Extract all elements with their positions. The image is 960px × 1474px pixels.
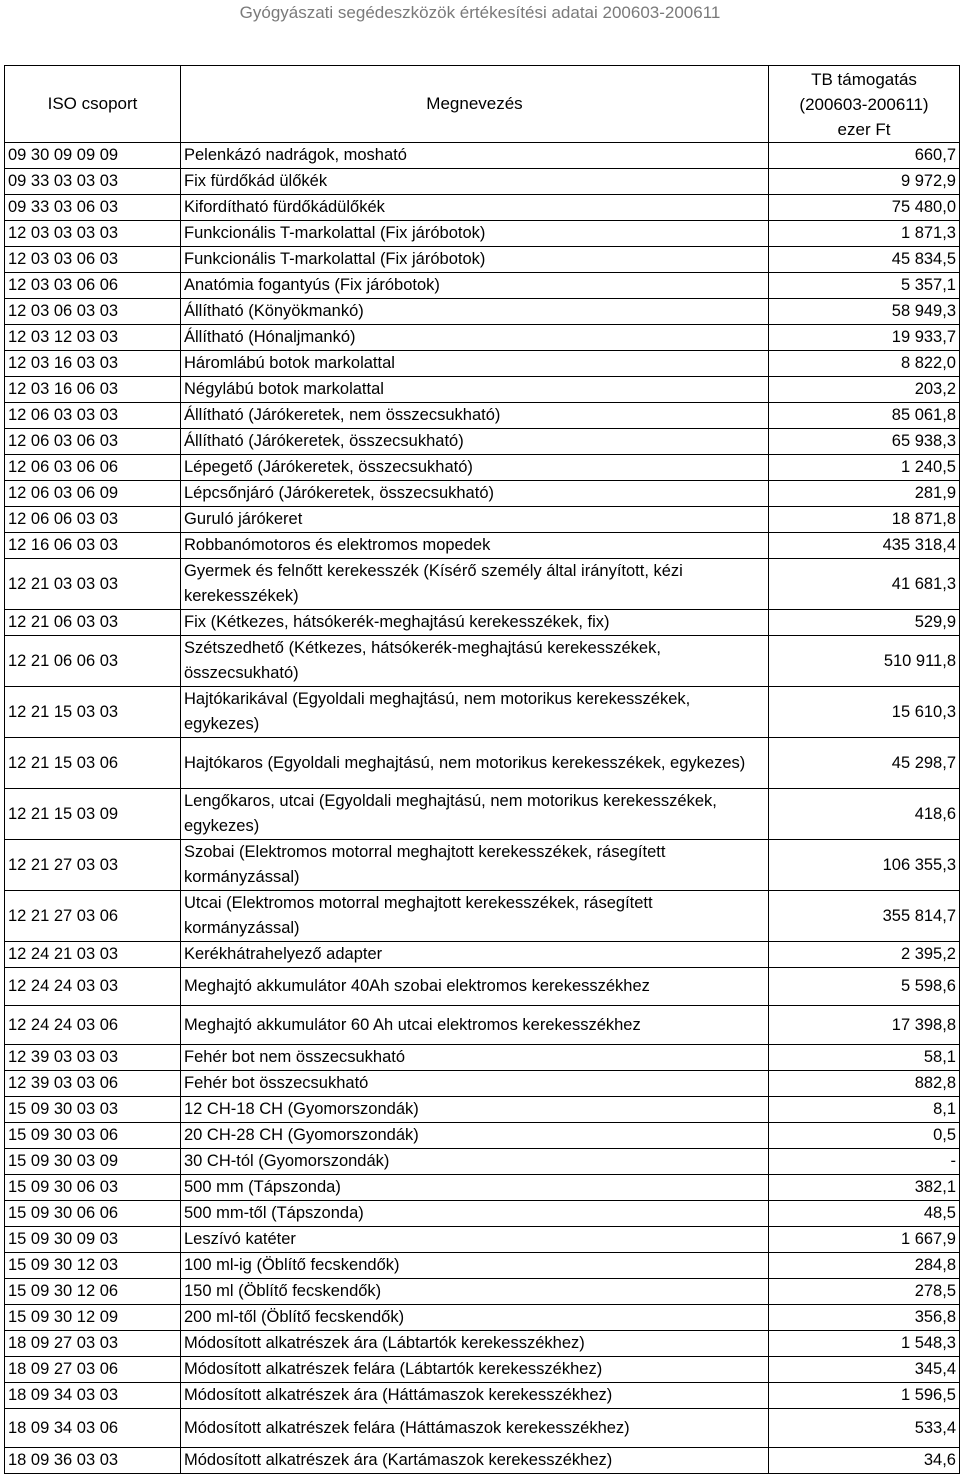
header-name: Megnevezés: [181, 66, 769, 143]
table-row: [5, 195, 960, 221]
iso-code-cell: 12 21 15 03 09: [5, 789, 181, 840]
iso-code-cell: 12 21 06 06 03: [5, 636, 181, 687]
item-name-cell: Módosított alkatrészek ára (Lábtartók kerekesszékhez): [181, 1331, 769, 1357]
item-name-cell: 20 CH-28 CH (Gyomorszondák): [181, 1123, 769, 1149]
support-value-cell: 5 598,6: [769, 968, 960, 1006]
table-row: [5, 610, 960, 636]
support-value-cell: 106 355,3: [769, 840, 960, 891]
iso-code-cell: 12 03 03 03 03: [5, 221, 181, 247]
item-name-cell: Szobai (Elektromos motorral meghajtott kerekesszékek, rásegített kormányzással): [181, 840, 769, 891]
support-value-cell: 8 822,0: [769, 351, 960, 377]
support-value-cell: 75 480,0: [769, 195, 960, 221]
iso-code-cell: 12 06 03 03 03: [5, 403, 181, 429]
support-value-cell: 58 949,3: [769, 299, 960, 325]
iso-code-cell: 15 09 30 12 09: [5, 1305, 181, 1331]
item-name-cell: Gyermek és felnőtt kerekesszék (Kísérő személy által irányított, kézi kerekesszékek): [181, 559, 769, 610]
item-name-cell: Módosított alkatrészek felára (Háttámaszok kerekesszékhez): [181, 1409, 769, 1448]
table-row: [5, 221, 960, 247]
support-value-cell: 418,6: [769, 789, 960, 840]
support-value-cell: 58,1: [769, 1045, 960, 1071]
item-name-cell: Robbanómotoros és elektromos mopedek: [181, 533, 769, 559]
iso-code-cell: 15 09 30 03 09: [5, 1149, 181, 1175]
item-name-cell: Pelenkázó nadrágok, mosható: [181, 143, 769, 169]
iso-code-cell: 12 03 03 06 03: [5, 247, 181, 273]
header-support: [769, 66, 960, 143]
item-name-cell: 150 ml (Öblítő fecskendők): [181, 1279, 769, 1305]
table-row: [5, 968, 960, 1006]
header-support-line1: TB támogatás: [811, 69, 917, 89]
iso-code-cell: 12 16 06 03 03: [5, 533, 181, 559]
support-value-cell: 9 972,9: [769, 169, 960, 195]
support-value-cell: 278,5: [769, 1279, 960, 1305]
item-name-cell: Módosított alkatrészek felára (Lábtartók kerekesszékhez): [181, 1357, 769, 1383]
table-row: [5, 1305, 960, 1331]
item-name-cell: Meghajtó akkumulátor 60 Ah utcai elektromos kerekesszékhez: [181, 1006, 769, 1045]
item-name-cell: Lépegető (Járókeretek, összecsukható): [181, 455, 769, 481]
support-value-cell: 355 814,7: [769, 891, 960, 942]
item-name-cell: Utcai (Elektromos motorral meghajtott kerekesszékek, rásegített kormányzással): [181, 891, 769, 942]
item-name-cell: Lengőkaros, utcai (Egyoldali meghajtású, nem motorikus kerekesszékek, egykezes): [181, 789, 769, 840]
support-value-cell: 1 240,5: [769, 455, 960, 481]
support-value-cell: -: [769, 1149, 960, 1175]
item-name-cell: Funkcionális T-markolattal (Fix járóbotok): [181, 247, 769, 273]
support-value-cell: 1 548,3: [769, 1331, 960, 1357]
iso-code-cell: 18 09 36 03 03: [5, 1448, 181, 1474]
item-name-cell: Lépcsőnjáró (Járókeretek, összecsukható): [181, 481, 769, 507]
item-name-cell: Meghajtó akkumulátor 40Ah szobai elektromos kerekesszékhez: [181, 968, 769, 1006]
table-row: [5, 1201, 960, 1227]
table-row: [5, 636, 960, 687]
support-value-cell: 45 834,5: [769, 247, 960, 273]
table-row: [5, 455, 960, 481]
item-name-cell: Állítható (Járókeretek, összecsukható): [181, 429, 769, 455]
support-value-cell: 203,2: [769, 377, 960, 403]
item-name-cell: Hajtókarikával (Egyoldali meghajtású, nem motorikus kerekesszékek, egykezes): [181, 687, 769, 738]
table-row: [5, 1045, 960, 1071]
item-name-cell: Guruló járókeret: [181, 507, 769, 533]
iso-code-cell: 12 03 06 03 03: [5, 299, 181, 325]
iso-code-cell: 15 09 30 09 03: [5, 1227, 181, 1253]
support-value-cell: 660,7: [769, 143, 960, 169]
table-row: [5, 299, 960, 325]
table-row: [5, 143, 960, 169]
item-name-cell: Állítható (Hónaljmankó): [181, 325, 769, 351]
item-name-cell: 100 ml-ig (Öblítő fecskendők): [181, 1253, 769, 1279]
iso-code-cell: 18 09 34 03 06: [5, 1409, 181, 1448]
table-row: [5, 559, 960, 610]
item-name-cell: Kifordítható fürdőkádülőkék: [181, 195, 769, 221]
table-row: [5, 789, 960, 840]
item-name-cell: 500 mm-től (Tápszonda): [181, 1201, 769, 1227]
support-value-cell: 1 596,5: [769, 1383, 960, 1409]
item-name-cell: Módosított alkatrészek ára (Háttámaszok kerekesszékhez): [181, 1383, 769, 1409]
sales-table: [4, 65, 960, 1474]
support-value-cell: 345,4: [769, 1357, 960, 1383]
header-support-line3: ezer Ft: [837, 119, 891, 139]
header-iso-group: ISO csoport: [5, 66, 181, 143]
table-row: [5, 1448, 960, 1474]
iso-code-cell: 12 06 03 06 06: [5, 455, 181, 481]
item-name-cell: Funkcionális T-markolattal (Fix járóbotok): [181, 221, 769, 247]
support-value-cell: 85 061,8: [769, 403, 960, 429]
support-value-cell: 356,8: [769, 1305, 960, 1331]
support-value-cell: 0,5: [769, 1123, 960, 1149]
item-name-cell: Leszívó katéter: [181, 1227, 769, 1253]
table-row: [5, 325, 960, 351]
iso-code-cell: 09 33 03 03 03: [5, 169, 181, 195]
iso-code-cell: 12 39 03 03 03: [5, 1045, 181, 1071]
iso-code-cell: 12 03 03 06 06: [5, 273, 181, 299]
iso-code-cell: 18 09 27 03 03: [5, 1331, 181, 1357]
table-row: [5, 533, 960, 559]
iso-code-cell: 15 09 30 12 06: [5, 1279, 181, 1305]
iso-code-cell: 12 21 27 03 03: [5, 840, 181, 891]
iso-code-cell: 12 24 21 03 03: [5, 942, 181, 968]
item-name-cell: Fix (Kétkezes, hátsókerék-meghajtású kerekesszékek, fix): [181, 610, 769, 636]
table-row: [5, 738, 960, 789]
table-row: [5, 1279, 960, 1305]
table-row: [5, 891, 960, 942]
support-value-cell: 284,8: [769, 1253, 960, 1279]
item-name-cell: 500 mm (Tápszonda): [181, 1175, 769, 1201]
support-value-cell: 510 911,8: [769, 636, 960, 687]
iso-code-cell: 12 06 03 06 09: [5, 481, 181, 507]
iso-code-cell: 12 21 27 03 06: [5, 891, 181, 942]
item-name-cell: Fehér bot nem összecsukható: [181, 1045, 769, 1071]
item-name-cell: Állítható (Könyökmankó): [181, 299, 769, 325]
support-value-cell: 48,5: [769, 1201, 960, 1227]
support-value-cell: 17 398,8: [769, 1006, 960, 1045]
support-value-cell: 1 871,3: [769, 221, 960, 247]
item-name-cell: 200 ml-től (Öblítő fecskendők): [181, 1305, 769, 1331]
support-value-cell: 281,9: [769, 481, 960, 507]
table-header: [5, 66, 960, 143]
iso-code-cell: 15 09 30 12 03: [5, 1253, 181, 1279]
item-name-cell: Állítható (Járókeretek, nem összecsukható): [181, 403, 769, 429]
iso-code-cell: 15 09 30 06 06: [5, 1201, 181, 1227]
table-row: [5, 273, 960, 299]
support-value-cell: 382,1: [769, 1175, 960, 1201]
table-row: [5, 840, 960, 891]
support-value-cell: 18 871,8: [769, 507, 960, 533]
table-row: [5, 1006, 960, 1045]
item-name-cell: Háromlábú botok markolattal: [181, 351, 769, 377]
table-row: [5, 377, 960, 403]
table-row: [5, 507, 960, 533]
support-value-cell: 41 681,3: [769, 559, 960, 610]
table-row: [5, 1149, 960, 1175]
table-row: [5, 1071, 960, 1097]
header-row: [5, 66, 960, 143]
support-value-cell: 65 938,3: [769, 429, 960, 455]
table-row: [5, 403, 960, 429]
table-row: [5, 1097, 960, 1123]
table-row: [5, 169, 960, 195]
table-row: [5, 687, 960, 738]
item-name-cell: Kerékhátrahelyező adapter: [181, 942, 769, 968]
support-value-cell: 529,9: [769, 610, 960, 636]
table-row: [5, 351, 960, 377]
support-value-cell: 2 395,2: [769, 942, 960, 968]
support-value-cell: 15 610,3: [769, 687, 960, 738]
support-value-cell: 882,8: [769, 1071, 960, 1097]
iso-code-cell: 18 09 27 03 06: [5, 1357, 181, 1383]
item-name-cell: Szétszedhető (Kétkezes, hátsókerék-meghajtású kerekesszékek, összecsukható): [181, 636, 769, 687]
header-support-line2: (200603-200611): [799, 94, 929, 114]
table-row: [5, 942, 960, 968]
iso-code-cell: 12 21 15 03 03: [5, 687, 181, 738]
iso-code-cell: 12 06 06 03 03: [5, 507, 181, 533]
table-row: [5, 429, 960, 455]
iso-code-cell: 12 06 03 06 03: [5, 429, 181, 455]
item-name-cell: Hajtókaros (Egyoldali meghajtású, nem motorikus kerekesszékek, egykezes): [181, 738, 769, 789]
item-name-cell: Módosított alkatrészek ára (Kartámaszok kerekesszékhez): [181, 1448, 769, 1474]
item-name-cell: Anatómia fogantyús (Fix járóbotok): [181, 273, 769, 299]
iso-code-cell: 15 09 30 03 03: [5, 1097, 181, 1123]
item-name-cell: Fix fürdőkád ülőkék: [181, 169, 769, 195]
table-row: [5, 1331, 960, 1357]
iso-code-cell: 12 39 03 03 06: [5, 1071, 181, 1097]
table-row: [5, 481, 960, 507]
iso-code-cell: 15 09 30 06 03: [5, 1175, 181, 1201]
support-value-cell: 533,4: [769, 1409, 960, 1448]
iso-code-cell: 12 24 24 03 06: [5, 1006, 181, 1045]
table-row: [5, 1123, 960, 1149]
item-name-cell: Fehér bot összecsukható: [181, 1071, 769, 1097]
iso-code-cell: 12 21 03 03 03: [5, 559, 181, 610]
iso-code-cell: 18 09 34 03 03: [5, 1383, 181, 1409]
iso-code-cell: 12 21 06 03 03: [5, 610, 181, 636]
table-row: [5, 247, 960, 273]
support-value-cell: 435 318,4: [769, 533, 960, 559]
table-row: [5, 1383, 960, 1409]
iso-code-cell: 12 03 12 03 03: [5, 325, 181, 351]
page-title: Gyógyászati segédeszközök értékesítési adatai 200603-200611: [239, 3, 721, 22]
iso-code-cell: 12 24 24 03 03: [5, 968, 181, 1006]
item-name-cell: Négylábú botok markolattal: [181, 377, 769, 403]
support-value-cell: 19 933,7: [769, 325, 960, 351]
table-row: [5, 1175, 960, 1201]
table-row: [5, 1357, 960, 1383]
iso-code-cell: 15 09 30 03 06: [5, 1123, 181, 1149]
iso-code-cell: 12 03 16 03 03: [5, 351, 181, 377]
iso-code-cell: 12 21 15 03 06: [5, 738, 181, 789]
iso-code-cell: 12 03 16 06 03: [5, 377, 181, 403]
support-value-cell: 5 357,1: [769, 273, 960, 299]
table-row: [5, 1409, 960, 1448]
support-value-cell: 8,1: [769, 1097, 960, 1123]
iso-code-cell: 09 30 09 09 09: [5, 143, 181, 169]
table-body: [5, 143, 960, 1474]
support-value-cell: 1 667,9: [769, 1227, 960, 1253]
support-value-cell: 34,6: [769, 1448, 960, 1474]
table-row: [5, 1227, 960, 1253]
item-name-cell: 12 CH-18 CH (Gyomorszondák): [181, 1097, 769, 1123]
table-row: [5, 1253, 960, 1279]
support-value-cell: 45 298,7: [769, 738, 960, 789]
iso-code-cell: 09 33 03 06 03: [5, 195, 181, 221]
item-name-cell: 30 CH-tól (Gyomorszondák): [181, 1149, 769, 1175]
